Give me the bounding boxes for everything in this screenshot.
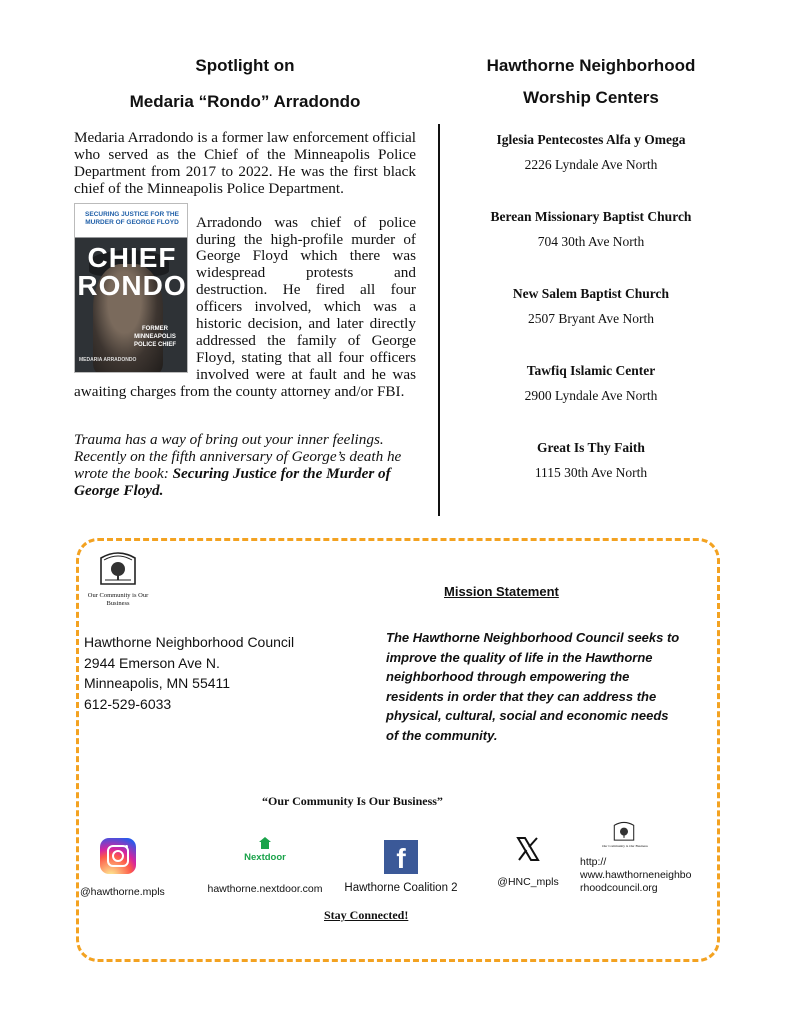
website-url[interactable]: http:// www.hawthorneneighbo rhoodcouncil.org <box>580 856 692 894</box>
council-logo <box>76 550 160 608</box>
hawthorne-crest-icon <box>612 820 636 842</box>
center-name: Iglesia Pentecostes Alfa y Omega <box>496 132 686 147</box>
logo-tagline-small: Our Community is Our Business <box>602 844 648 848</box>
stay-connected: Stay Connected! <box>324 908 409 922</box>
book-cover-author: MEDARIA ARRADONDO <box>79 356 137 363</box>
hawthorne-crest-icon <box>97 550 139 586</box>
article-quote-paragraph <box>74 432 416 500</box>
list-item <box>452 363 730 440</box>
spotlight-heading-line2: Medaria “Rondo” Arradondo <box>129 92 361 111</box>
x-handle[interactable]: @HNC_mpls <box>497 876 559 888</box>
center-address: 1115 30th Ave North <box>534 465 648 480</box>
book-cover-top-text: SECURING JUSTICE FOR THE MURDER OF GEORGE FLOYD <box>85 210 179 226</box>
nextdoor-wordmark: Nextdoor <box>244 852 286 863</box>
x-icon[interactable] <box>515 836 541 862</box>
center-name: Tawfiq Islamic Center <box>526 363 656 378</box>
street-address: 2944 Emerson Ave N. <box>84 654 220 671</box>
worship-heading <box>452 56 730 108</box>
spotlight-article <box>74 130 416 401</box>
center-address: 2226 Lyndale Ave North <box>524 157 658 172</box>
list-item <box>452 440 730 517</box>
facebook-icon[interactable]: f <box>384 840 418 874</box>
quote-text: Trauma has a way of bring out your inner feelings. Recently on the fifth anniversary of George’s death he wrote the book: <box>74 431 402 482</box>
motto: “Our Community Is Our Business” <box>262 794 443 808</box>
center-address: 2507 Bryant Ave North <box>527 311 655 326</box>
logo-tagline: Our Community is Our Business <box>87 592 149 607</box>
center-address: 704 30th Ave North <box>537 234 645 249</box>
org-name: Hawthorne Neighborhood Council <box>84 634 295 650</box>
center-name: New Salem Baptist Church <box>512 286 670 301</box>
worship-heading-line2: Worship Centers <box>523 88 659 107</box>
list-item <box>452 286 730 363</box>
worship-centers-list <box>452 132 730 517</box>
instagram-link[interactable] <box>80 838 165 898</box>
contact-box <box>76 538 720 962</box>
list-item <box>452 209 730 286</box>
column-divider <box>438 124 440 516</box>
mission-heading: Mission Statement <box>444 584 559 599</box>
nextdoor-icon[interactable] <box>258 836 272 850</box>
book-title: Securing Justice for the Murder of George Floyd. <box>74 464 391 499</box>
website-link[interactable] <box>580 820 710 895</box>
list-item <box>452 132 730 209</box>
x-link[interactable] <box>494 836 562 888</box>
nextdoor-url[interactable]: hawthorne.nextdoor.com <box>207 883 323 895</box>
book-cover-title: CHIEF RONDO <box>77 241 187 301</box>
book-cover-image <box>74 203 188 373</box>
center-address: 2900 Lyndale Ave North <box>524 388 658 403</box>
facebook-name[interactable]: Hawthorne Coalition 2 <box>344 882 458 894</box>
article-paragraph-1: Medaria Arradondo is a former law enforcement official who served as the Chief of the Minneapolis Police Department from 2017 to 2022. He was the first black chief of the Minneapolis Police Department. <box>74 129 416 197</box>
mission-statement: The Hawthorne Neighborhood Council seeks to improve the quality of life in the Hawthorne neighborhood through empowering the residents in order that they can address the physical, cultural, social and economic needs of the community. <box>386 630 680 743</box>
spotlight-heading <box>74 56 416 112</box>
article-paragraph-2: Arradondo was chief of police during the high-profile murder of George Floyd which there was widespread protests and destruction. He fired all four officers involved, which was a historic decision, and later directly addressed the family of George Floyd, stating that all four officers involved were at fault and he was awaiting charges from the county attorney and/or FBI. <box>74 213 416 400</box>
phone-number: 612-529-6033 <box>84 695 172 712</box>
instagram-icon[interactable] <box>100 838 136 874</box>
instagram-handle[interactable]: @hawthorne.mpls <box>80 886 165 898</box>
center-name: Great Is Thy Faith <box>537 440 645 455</box>
council-address <box>84 632 294 714</box>
city-state-zip: Minneapolis, MN 55411 <box>84 675 231 691</box>
worship-heading-line1: Hawthorne Neighborhood <box>486 56 696 75</box>
nextdoor-link[interactable] <box>204 836 326 895</box>
center-name: Berean Missionary Baptist Church <box>490 209 692 224</box>
facebook-link[interactable] <box>338 840 464 894</box>
spotlight-heading-line1: Spotlight on <box>195 56 295 75</box>
book-cover-subtitle: FORMER MINNEAPOLIS POLICE CHIEF <box>133 325 176 348</box>
